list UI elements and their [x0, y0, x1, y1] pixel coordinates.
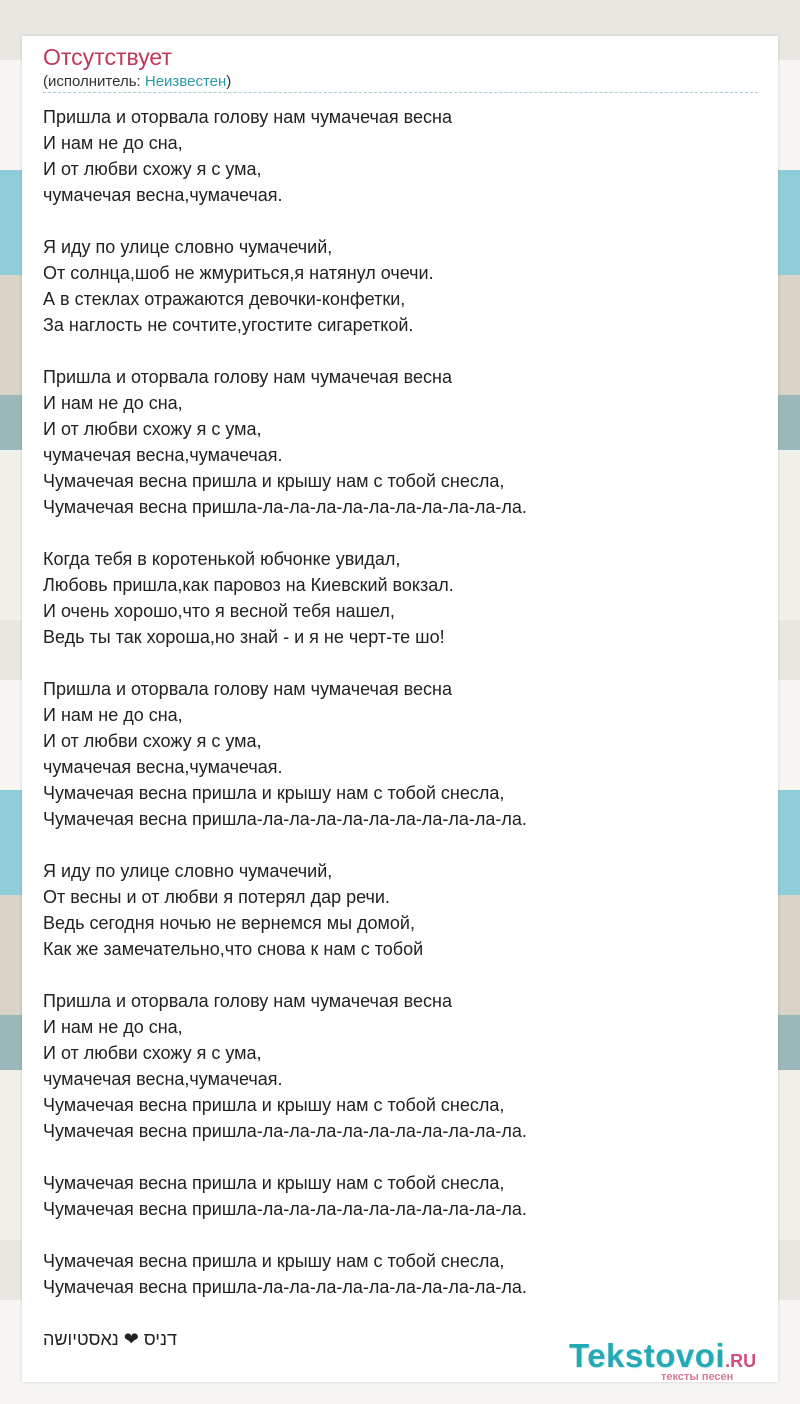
logo-tagline: тексты песен [661, 1371, 734, 1383]
lyric-line: Пришла и оторвала голову нам чумачечая весна [43, 367, 452, 387]
lyric-line: Ведь ты так хороша,но знай - и я не черт-те шо! [43, 627, 445, 647]
site-logo[interactable] [569, 1338, 779, 1382]
signature: דניס ❤ נאסטיושה [43, 1329, 177, 1349]
lyric-line: И нам не до сна, [43, 705, 183, 725]
lyric-stanza [43, 1248, 763, 1300]
lyric-line: От солнца,шоб не жмуриться,я натянул очечи. [43, 263, 434, 283]
lyric-line: И очень хорошо,что я весной тебя нашел, [43, 601, 395, 621]
lyric-line: Любовь пришла,как паровоз на Киевский вокзал. [43, 575, 454, 595]
logo-text: Tekstovoi [569, 1337, 726, 1374]
lyrics-body [43, 104, 763, 1326]
lyric-stanza [43, 988, 763, 1144]
lyric-stanza [43, 546, 763, 650]
lyric-stanza [43, 364, 763, 520]
lyric-line: И от любви схожу я с ума, [43, 731, 262, 751]
lyric-line: И нам не до сна, [43, 1017, 183, 1037]
lyric-line: Чумачечая весна пришла-ла-ла-ла-ла-ла-ла-ла-ла-ла-ла. [43, 497, 527, 517]
lyric-line: Ведь сегодня ночью не вернемся мы домой, [43, 913, 415, 933]
performer-suffix: ) [226, 73, 232, 90]
performer-line [43, 73, 231, 91]
performer-link[interactable]: Неизвестен [144, 73, 227, 90]
lyric-line: Чумачечая весна пришла и крышу нам с тобой снесла, [43, 471, 505, 491]
lyric-line: Пришла и оторвала голову нам чумачечая весна [43, 107, 452, 127]
lyric-line: Чумачечая весна пришла-ла-ла-ла-ла-ла-ла-ла-ла-ла-ла. [43, 1121, 527, 1141]
lyric-line: Чумачечая весна пришла и крышу нам с тобой снесла, [43, 783, 505, 803]
lyric-stanza [43, 1170, 763, 1222]
lyrics-card [22, 36, 778, 1382]
lyric-line: И от любви схожу я с ума, [43, 419, 262, 439]
lyric-line: За наглость не сочтите,угостите сигареткой. [43, 315, 414, 335]
lyric-line: Чумачечая весна пришла-ла-ла-ла-ла-ла-ла-ла-ла-ла-ла. [43, 809, 527, 829]
lyric-line: Я иду по улице словно чумачечий, [43, 861, 333, 881]
lyric-line: И нам не до сна, [43, 393, 183, 413]
lyric-line: Чумачечая весна пришла и крышу нам с тобой снесла, [43, 1173, 505, 1193]
lyric-line: чумачечая весна,чумачечая. [43, 1069, 283, 1089]
logo-suffix: .RU [725, 1351, 757, 1371]
title-divider [43, 92, 758, 93]
lyric-line: чумачечая весна,чумачечая. [43, 185, 283, 205]
lyric-stanza [43, 104, 763, 208]
lyric-line: Я иду по улице словно чумачечий, [43, 237, 333, 257]
lyric-line: Как же замечательно,что снова к нам с тобой [43, 939, 424, 959]
lyric-line: Пришла и оторвала голову нам чумачечая весна [43, 991, 452, 1011]
song-title: Отсутствует [43, 44, 172, 70]
lyric-line: Пришла и оторвала голову нам чумачечая весна [43, 679, 452, 699]
lyric-line: чумачечая весна,чумачечая. [43, 757, 283, 777]
lyric-line: Когда тебя в коротенькой юбчонке увидал, [43, 549, 401, 569]
lyric-line: чумачечая весна,чумачечая. [43, 445, 283, 465]
lyric-line: Чумачечая весна пришла-ла-ла-ла-ла-ла-ла-ла-ла-ла-ла. [43, 1199, 527, 1219]
lyric-line: Чумачечая весна пришла-ла-ла-ла-ла-ла-ла-ла-ла-ла-ла. [43, 1277, 527, 1297]
performer-prefix: (исполнитель: [43, 73, 145, 90]
lyric-line: Чумачечая весна пришла и крышу нам с тобой снесла, [43, 1251, 505, 1271]
lyric-stanza [43, 676, 763, 832]
lyric-line: И от любви схожу я с ума, [43, 1043, 262, 1063]
lyric-stanza [43, 858, 763, 962]
lyric-line: Чумачечая весна пришла и крышу нам с тобой снесла, [43, 1095, 505, 1115]
lyric-line: От весны и от любви я потерял дар речи. [43, 887, 390, 907]
lyric-line: И от любви схожу я с ума, [43, 159, 262, 179]
lyric-line: А в стеклах отражаются девочки-конфетки, [43, 289, 406, 309]
lyric-line: И нам не до сна, [43, 133, 183, 153]
lyric-stanza [43, 234, 763, 338]
